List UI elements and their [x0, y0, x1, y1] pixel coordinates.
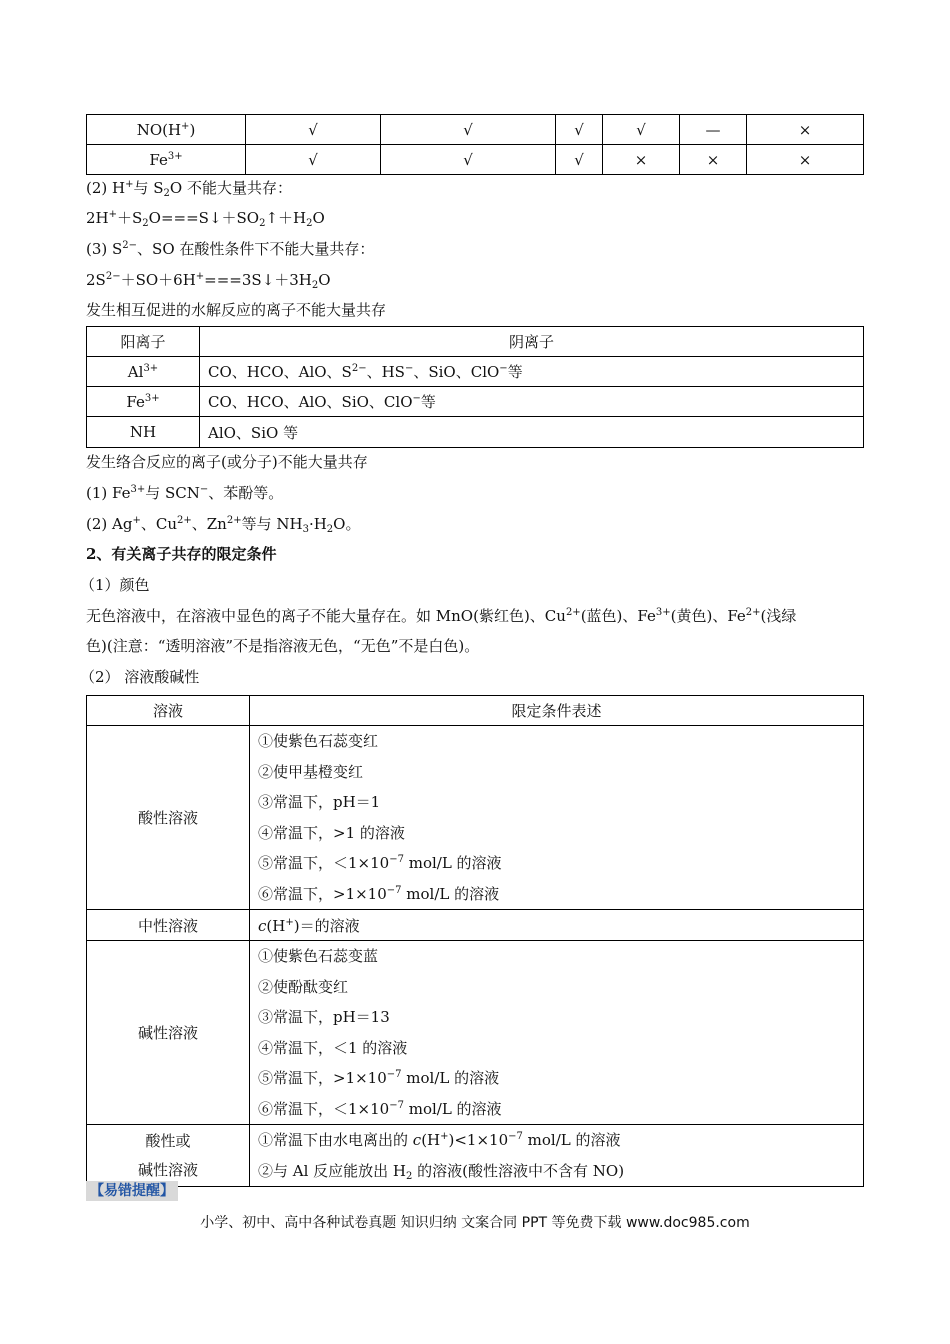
table-row — [87, 1125, 864, 1187]
table-cell: × — [747, 115, 864, 145]
neutral-condition: c(H+)＝的溶液 — [250, 910, 864, 941]
condition-item: ①使紫色石蕊变蓝 — [258, 947, 379, 965]
table-cell: — — [680, 115, 747, 145]
header-anion: 阴离子 — [200, 327, 864, 357]
table-cell: √ — [556, 115, 603, 145]
cation-cell: $Fe^{3+}$ — [87, 387, 200, 417]
anion-cell: CO、HCO、AlO、SiO、ClO−等 — [200, 387, 864, 417]
condition-item: ④常温下，＜1 的溶液 — [258, 1038, 408, 1057]
paragraph: 色)(注意：“透明溶液”不是指溶液无色，“无色”不是白色)。 — [86, 637, 480, 655]
table-row — [87, 941, 864, 1125]
table-row — [87, 726, 864, 910]
table-header-row — [87, 696, 864, 726]
condition-item: ②使甲基橙变红 — [258, 762, 364, 781]
acid-conditions — [250, 726, 864, 910]
paragraph: 发生相互促进的水解反应的离子不能大量共存 — [86, 301, 387, 319]
table-header-row — [87, 327, 864, 357]
cation-cell: NH — [87, 417, 200, 448]
table-cell: √ — [246, 115, 381, 145]
page-footer: 小学、初中、高中各种试卷真题 知识归纳 文案合同 PPT 等免费下载 www.doc985.com — [200, 1215, 750, 1231]
condition-item: ①使紫色石蕊变红 — [258, 732, 379, 750]
label-neutral: 中性溶液 — [87, 910, 250, 941]
condition-item: ⑥常温下，$<1\times 10^{-7}$ mol/L 的溶液 — [258, 1099, 502, 1118]
hydrolysis-table — [86, 326, 864, 448]
compatibility-table — [86, 114, 864, 175]
subsection-heading: （2） 溶液酸碱性 — [80, 668, 200, 686]
paragraph: (3) $S^{2-}$、SO 在酸性条件下不能大量共存： — [86, 240, 375, 258]
condition-item: ③常温下，pH＝13 — [258, 1008, 390, 1026]
table-row — [87, 387, 864, 417]
condition-item: ⑤常温下，$<1\times 10^{-7}$ mol/L 的溶液 — [258, 854, 502, 872]
table-row — [87, 145, 864, 175]
acidity-table — [86, 695, 864, 1187]
table-row — [87, 417, 864, 448]
anion-cell: CO、HCO、AlO、$S^{2-}$、HS−、SiO、ClO−等 — [200, 357, 864, 387]
condition-item: ⑥常温下，$>1\times 10^{-7}$ mol/L 的溶液 — [258, 884, 500, 903]
equation: $2S^{2-}+SO+6H^+===3S↓+3H_2O$ — [86, 271, 331, 291]
condition-item: ⑤常温下，$>1\times 10^{-7}$ mol/L 的溶液 — [258, 1069, 500, 1087]
label-acid: 酸性溶液 — [87, 726, 250, 910]
paragraph: (1) $Fe^{3+}$与 SCN−、苯酚等。 — [86, 484, 284, 502]
anion-cell: AlO、SiO 等 — [200, 417, 864, 448]
section-heading: 2、有关离子共存的限定条件 — [86, 545, 277, 563]
table-cell: √ — [381, 115, 556, 145]
condition-item: ③常温下，pH＝1 — [258, 793, 381, 811]
table-cell: √ — [381, 145, 556, 175]
table-cell: √ — [246, 145, 381, 175]
condition-item: ②与 Al 反应能放出 $H_2$ 的溶液(酸性溶液中不含有 NO) — [258, 1161, 625, 1182]
error-tip-label: 【易错提醒】 — [86, 1181, 178, 1201]
condition-item: ④常温下，>1 的溶液 — [258, 823, 405, 842]
table-cell: × — [603, 145, 680, 175]
paragraph: (2) Ag+、$Cu^{2+}$、$Zn^{2+}$等与 $NH_3\cdot H_2O$。 — [86, 515, 361, 535]
label-either: 酸性或 碱性溶液 — [87, 1125, 250, 1187]
ion-cell: $Fe^{3+}$ — [87, 145, 246, 175]
table-row — [87, 910, 864, 941]
subsection-heading: （1）颜色 — [80, 576, 150, 594]
header-solution: 溶液 — [87, 696, 250, 726]
label-base: 碱性溶液 — [87, 941, 250, 1125]
table-row — [87, 357, 864, 387]
table-row — [87, 115, 864, 145]
table-cell: × — [680, 145, 747, 175]
condition-item: ①常温下由水电离出的 $c(H^+)<1\times 10^{-7}$ mol/L 的溶液 — [258, 1131, 621, 1149]
header-condition: 限定条件表述 — [250, 696, 864, 726]
table-cell: × — [747, 145, 864, 175]
ion-cell: NO(H+) — [87, 115, 246, 145]
base-conditions — [250, 941, 864, 1125]
paragraph: 无色溶液中，在溶液中显色的离子不能大量存在。如 MnO(紫红色)、$Cu^{2+}$(蓝色)、$Fe^{3+}$(黄色)、$Fe^{2+}$(浅绿 — [86, 607, 797, 625]
either-conditions — [250, 1125, 864, 1187]
header-cation: 阳离子 — [87, 327, 200, 357]
paragraph: 发生络合反应的离子(或分子)不能大量共存 — [86, 453, 368, 471]
table-cell: √ — [603, 115, 680, 145]
paragraph: (2) H+与 $S_2O$ 不能大量共存： — [86, 179, 292, 199]
equation: $2H^++S_2O===S↓+SO_2↑+H_2O$ — [86, 209, 325, 229]
table-cell: √ — [556, 145, 603, 175]
cation-cell: $Al^{3+}$ — [87, 357, 200, 387]
condition-item: ②使酚酞变红 — [258, 977, 349, 996]
